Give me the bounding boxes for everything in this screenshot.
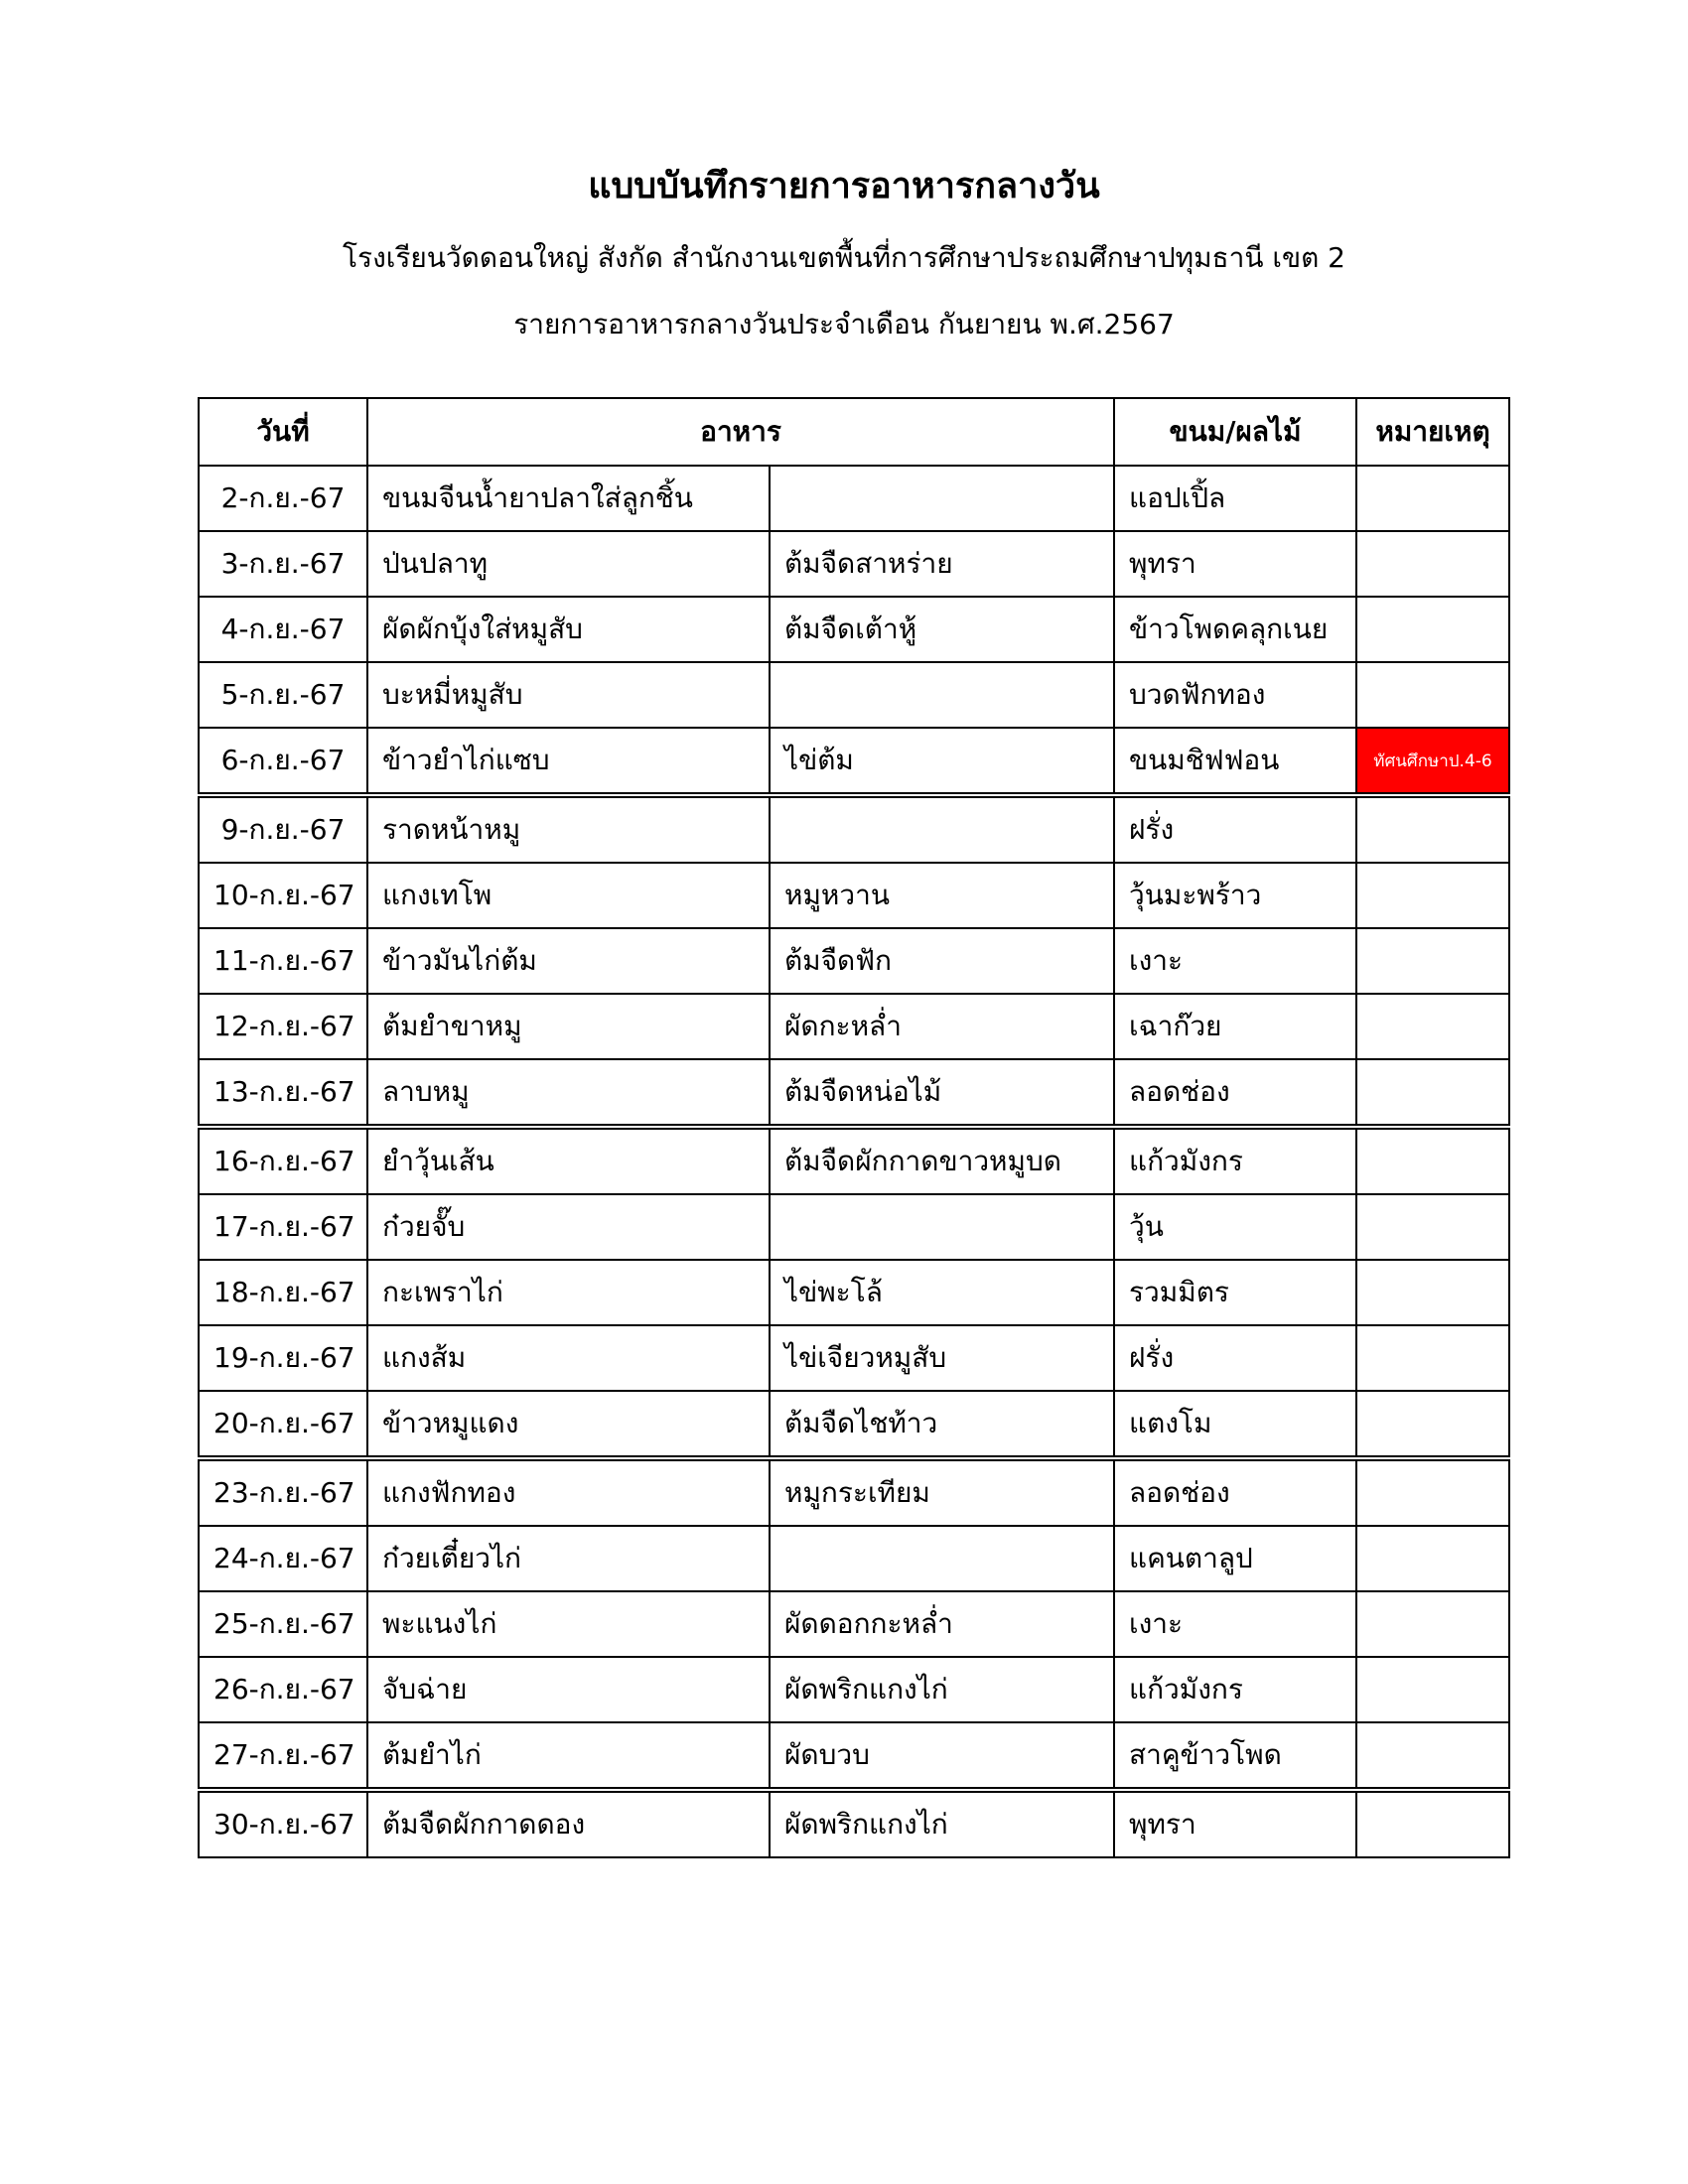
date-cell: 9-ก.ย.-67 xyxy=(199,795,367,863)
dessert-cell: เงาะ xyxy=(1114,928,1356,994)
note-cell xyxy=(1356,1657,1509,1722)
table-row xyxy=(199,928,1509,994)
date-cell: 27-ก.ย.-67 xyxy=(199,1722,367,1790)
side-dish-cell: ต้มจืดสาหร่าย xyxy=(770,531,1114,597)
note-cell xyxy=(1356,1391,1509,1458)
note-cell xyxy=(1356,466,1509,531)
note-cell xyxy=(1356,662,1509,728)
note-cell xyxy=(1356,1790,1509,1857)
date-cell: 10-ก.ย.-67 xyxy=(199,863,367,928)
dessert-cell: ข้าวโพดคลุกเนย xyxy=(1114,597,1356,662)
table-row xyxy=(199,662,1509,728)
note-cell xyxy=(1356,994,1509,1059)
table-row xyxy=(199,863,1509,928)
side-dish-cell xyxy=(770,466,1114,531)
dessert-cell: สาคูข้าวโพด xyxy=(1114,1722,1356,1790)
main-dish-cell: กะเพราไก่ xyxy=(367,1260,770,1325)
dessert-cell: แตงโม xyxy=(1114,1391,1356,1458)
main-dish-cell: ขนมจีนน้ำยาปลาใส่ลูกชิ้น xyxy=(367,466,770,531)
header-note: หมายเหตุ xyxy=(1356,398,1509,466)
dessert-cell: เงาะ xyxy=(1114,1591,1356,1657)
table-row xyxy=(199,1325,1509,1391)
side-dish-cell: หมูกระเทียม xyxy=(770,1458,1114,1526)
note-cell xyxy=(1356,795,1509,863)
date-cell: 3-ก.ย.-67 xyxy=(199,531,367,597)
main-dish-cell: ผัดผักบุ้งใส่หมูสับ xyxy=(367,597,770,662)
side-dish-cell xyxy=(770,795,1114,863)
table-body xyxy=(199,466,1509,1857)
main-dish-cell: แกงส้ม xyxy=(367,1325,770,1391)
side-dish-cell: ต้มจืดฟัก xyxy=(770,928,1114,994)
table-row xyxy=(199,1657,1509,1722)
school-line: โรงเรียนวัดดอนใหญ่ สังกัด สำนักงานเขตพื้นที่การศึกษาประถมศึกษาปทุมธานี เขต 2 xyxy=(343,241,1345,274)
side-dish-cell: ไข่เจียวหมูสับ xyxy=(770,1325,1114,1391)
table-row xyxy=(199,466,1509,531)
main-dish-cell: ยำวุ้นเส้น xyxy=(367,1127,770,1194)
main-dish-cell: ต้มยำไก่ xyxy=(367,1722,770,1790)
note-cell xyxy=(1356,1194,1509,1260)
main-dish-cell: ลาบหมู xyxy=(367,1059,770,1127)
dessert-cell: บวดฟักทอง xyxy=(1114,662,1356,728)
main-dish-cell: ต้มยำขาหมู xyxy=(367,994,770,1059)
table-row xyxy=(199,531,1509,597)
table-row xyxy=(199,728,1509,795)
date-cell: 4-ก.ย.-67 xyxy=(199,597,367,662)
main-dish-cell: ราดหน้าหมู xyxy=(367,795,770,863)
date-cell: 2-ก.ย.-67 xyxy=(199,466,367,531)
side-dish-cell: ไข่ต้ม xyxy=(770,728,1114,795)
note-cell xyxy=(1356,1059,1509,1127)
table-row xyxy=(199,1591,1509,1657)
dessert-cell: ขนมชิฟฟอน xyxy=(1114,728,1356,795)
note-cell xyxy=(1356,1458,1509,1526)
table-header-row xyxy=(199,398,1509,466)
side-dish-cell: ผัดพริกแกงไก่ xyxy=(770,1790,1114,1857)
main-dish-cell: ก๋วยเตี๋ยวไก่ xyxy=(367,1526,770,1591)
dessert-cell: แก้วมังกร xyxy=(1114,1657,1356,1722)
date-cell: 30-ก.ย.-67 xyxy=(199,1790,367,1857)
side-dish-cell: ผัดพริกแกงไก่ xyxy=(770,1657,1114,1722)
date-cell: 20-ก.ย.-67 xyxy=(199,1391,367,1458)
table-row xyxy=(199,994,1509,1059)
lunch-menu-table xyxy=(198,397,1510,1858)
header-date: วันที่ xyxy=(199,398,367,466)
month-line: รายการอาหารกลางวันประจำเดือน กันยายน พ.ศ.2567 xyxy=(513,308,1175,341)
date-cell: 18-ก.ย.-67 xyxy=(199,1260,367,1325)
dessert-cell: เฉาก๊วย xyxy=(1114,994,1356,1059)
dessert-cell: รวมมิตร xyxy=(1114,1260,1356,1325)
date-cell: 17-ก.ย.-67 xyxy=(199,1194,367,1260)
note-cell xyxy=(1356,597,1509,662)
page-title: แบบบันทึกรายการอาหารกลางวัน xyxy=(588,166,1100,206)
side-dish-cell: ต้มจืดหน่อไม้ xyxy=(770,1059,1114,1127)
dessert-cell: แคนตาลูป xyxy=(1114,1526,1356,1591)
note-cell xyxy=(1356,1127,1509,1194)
table-row xyxy=(199,1127,1509,1194)
dessert-cell: แก้วมังกร xyxy=(1114,1127,1356,1194)
table-row xyxy=(199,1059,1509,1127)
side-dish-cell xyxy=(770,662,1114,728)
date-cell: 16-ก.ย.-67 xyxy=(199,1127,367,1194)
main-dish-cell: แกงฟักทอง xyxy=(367,1458,770,1526)
note-cell xyxy=(1356,1591,1509,1657)
dessert-cell: วุ้นมะพร้าว xyxy=(1114,863,1356,928)
dessert-cell: ฝรั่ง xyxy=(1114,795,1356,863)
side-dish-cell: ผัดกะหล่ำ xyxy=(770,994,1114,1059)
note-cell xyxy=(1356,1722,1509,1790)
table-row xyxy=(199,597,1509,662)
side-dish-cell: ผัดบวบ xyxy=(770,1722,1114,1790)
dessert-cell: วุ้น xyxy=(1114,1194,1356,1260)
note-cell xyxy=(1356,1526,1509,1591)
side-dish-cell: ผัดดอกกะหล่ำ xyxy=(770,1591,1114,1657)
table-row xyxy=(199,1391,1509,1458)
table-row xyxy=(199,1790,1509,1857)
side-dish-cell: ต้มจืดผักกาดขาวหมูบด xyxy=(770,1127,1114,1194)
main-dish-cell: ก๋วยจั๊บ xyxy=(367,1194,770,1260)
date-cell: 11-ก.ย.-67 xyxy=(199,928,367,994)
date-cell: 24-ก.ย.-67 xyxy=(199,1526,367,1591)
main-dish-cell: ต้มจืดผักกาดดอง xyxy=(367,1790,770,1857)
side-dish-cell: ต้มจืดเต้าหู้ xyxy=(770,597,1114,662)
date-cell: 19-ก.ย.-67 xyxy=(199,1325,367,1391)
date-cell: 26-ก.ย.-67 xyxy=(199,1657,367,1722)
note-cell xyxy=(1356,531,1509,597)
dessert-cell: ฝรั่ง xyxy=(1114,1325,1356,1391)
table-row xyxy=(199,1458,1509,1526)
header-food: อาหาร xyxy=(367,398,1114,466)
side-dish-cell xyxy=(770,1194,1114,1260)
date-cell: 13-ก.ย.-67 xyxy=(199,1059,367,1127)
dessert-cell: ลอดช่อง xyxy=(1114,1059,1356,1127)
date-cell: 23-ก.ย.-67 xyxy=(199,1458,367,1526)
dessert-cell: ลอดช่อง xyxy=(1114,1458,1356,1526)
main-dish-cell: พะแนงไก่ xyxy=(367,1591,770,1657)
side-dish-cell: หมูหวาน xyxy=(770,863,1114,928)
main-dish-cell: ป่นปลาทู xyxy=(367,531,770,597)
main-dish-cell: ข้าวหมูแดง xyxy=(367,1391,770,1458)
header-dessert: ขนม/ผลไม้ xyxy=(1114,398,1356,466)
date-cell: 6-ก.ย.-67 xyxy=(199,728,367,795)
date-cell: 12-ก.ย.-67 xyxy=(199,994,367,1059)
side-dish-cell: ต้มจืดไชท้าว xyxy=(770,1391,1114,1458)
table-row xyxy=(199,1722,1509,1790)
side-dish-cell: ไข่พะโล้ xyxy=(770,1260,1114,1325)
main-dish-cell: แกงเทโพ xyxy=(367,863,770,928)
note-cell xyxy=(1356,863,1509,928)
dessert-cell: พุทรา xyxy=(1114,1790,1356,1857)
note-cell: ทัศนศึกษาป.4-6 xyxy=(1356,728,1509,795)
side-dish-cell xyxy=(770,1526,1114,1591)
main-dish-cell: บะหมี่หมูสับ xyxy=(367,662,770,728)
note-cell xyxy=(1356,928,1509,994)
table-row xyxy=(199,1526,1509,1591)
dessert-cell: พุทรา xyxy=(1114,531,1356,597)
main-dish-cell: จับฉ่าย xyxy=(367,1657,770,1722)
note-cell xyxy=(1356,1325,1509,1391)
note-cell xyxy=(1356,1260,1509,1325)
main-dish-cell: ข้าวยำไก่แซบ xyxy=(367,728,770,795)
date-cell: 25-ก.ย.-67 xyxy=(199,1591,367,1657)
main-dish-cell: ข้าวมันไก่ต้ม xyxy=(367,928,770,994)
table-row xyxy=(199,1260,1509,1325)
dessert-cell: แอปเปิ้ล xyxy=(1114,466,1356,531)
table-row xyxy=(199,1194,1509,1260)
date-cell: 5-ก.ย.-67 xyxy=(199,662,367,728)
table-row xyxy=(199,795,1509,863)
